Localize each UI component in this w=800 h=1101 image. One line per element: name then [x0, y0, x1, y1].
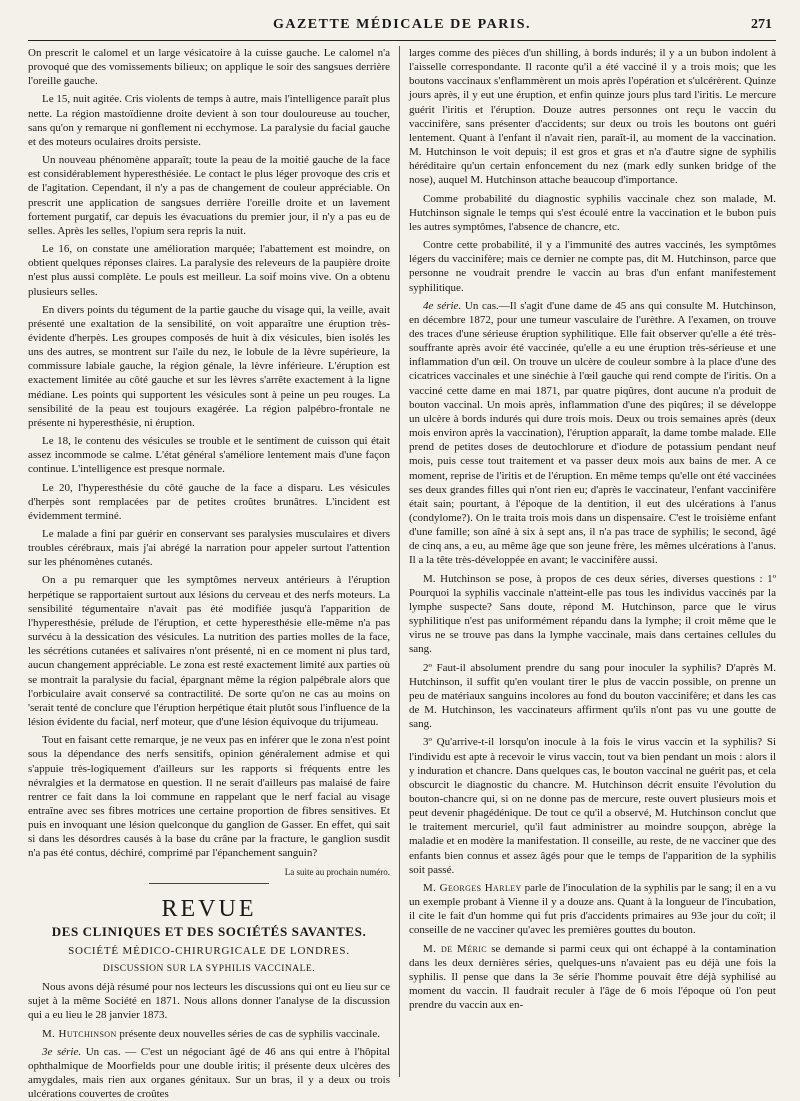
- paragraph: Comme probabilité du diagnostic syphilis vaccinale chez son malade, M. Hutchinson signale le temps qui s'est écoulé entre la vaccination et le bubon puis les autres symptômes, l'absence de chancre, etc.: [409, 192, 776, 233]
- paragraph: Le 15, nuit agitée. Cris violents de temps à autre, mais l'intelligence paraît plus nette. La région mastoïdienne droite devient à son tour douloureuse au toucher, sans qu'on y remarque ni gonflement ni ecchymose. La paralysie du facial gauche et des moteurs oculaires droits persiste.: [28, 93, 390, 148]
- paragraph-text: Un cas. — C'est un négociant âgé de 46 ans qui entre à l'hôpital ophthalmique de Moorfields pour une double iritis; il présente deux ulcères des amygdales, mais rien aux organes génitaux. Sur un bras, il y a deux ou trois ulcérations couvertes de croûtes: [28, 1045, 390, 1101]
- running-title: GAZETTE MÉDICALE DE PARIS.: [272, 17, 532, 32]
- paragraph: 2º Faut-il absolument prendre du sang pour inoculer la syphilis? D'après M. Hutchinson, il suffit qu'en voulant tirer le plus de vaccin possible, on prenne un peu de matériaux sanguins incolores au fond du bouton vaccinifère; et dans les cas de M. Hutchinson, les vaccinateurs affirment qu'ils n'ont pas vu une goutte de sang.: [409, 661, 776, 731]
- left-column: [28, 46, 390, 1101]
- page-number: 271: [751, 17, 772, 32]
- paragraph: Un nouveau phénomène apparaît; toute la peau de la moitié gauche de la face est considérablement hyperesthésiée. Le contact le plus léger provoque des cris et de l'agitation. Cependant, il n'y a pas de changement de couleur appréciable. On prescrit une application de sangsues derrière l'oreille droite et un lavement fortement purgatif, car depuis les évacuations du premier jour, il n'y a pas eu de selles. Après les selles, l'opium sera repris la nuit.: [28, 154, 390, 237]
- continuation-note: La suite au prochain numéro.: [284, 866, 390, 877]
- paragraph-text: présente deux nouvelles séries de cas de syphilis vaccinale.: [116, 1027, 380, 1040]
- column-divider: [399, 46, 400, 1077]
- speaker-name: M. Hutchinson: [42, 1027, 117, 1040]
- speaker-name: M. de Méric: [423, 942, 488, 955]
- paragraph: [409, 299, 776, 568]
- paragraph: En divers points du tégument de la partie gauche du visage qui, la veille, avait présenté une exaltation de la sensibilité, on voit apparaître une éruption très-évidente d'herpès. Les groupes composés de huit à dix vésicules, bien isolés les uns des autres, se montrent sur l'aile du nez, le lobule de la lèvre supérieure, la commissure labiale gauche, la région génale, la lèvre inférieure. L'éruption est exactement limitée au côté gauche et sur les lèvres s'arrête exactement à la ligne médiane. Les points qui supportent les vésicules sont à peine un peu rouges. La sensibilité de la peau est toujours exagérée. La région palpébro-frontale ne présente ni hyperesthésie, ni éruption.: [28, 303, 390, 429]
- paragraph: Contre cette probabilité, il y a l'immunité des autres vaccinés, les symptômes légers du vaccinifère; mais ce dernier ne compte pas, dit M. Hutchinson, parce que personne ne voudrait prendre le vaccin au bras d'un enfant manifestement syphilitique.: [409, 239, 776, 294]
- paragraph: larges comme des pièces d'un shilling, à bords indurés; il y a un bubon indolent à l'aisselle correspondante. Il raconte qu'il a été vacciné il y a trois mois; que les boutons vaccinaux s'enflammèrent un mois après l'opération et s'ulcérèrent. Quinze jours après, il y eut une éruption, et enfin quinze jours plus tard l'iritis. Le mercure guérit l'iritis et l'éruption. Douze autres personnes ont reçu le vaccin du vaccinifère, sans présenter d'accidents; sur deux ou trois les boutons ont guéri lentement. Quant à l'enfant il n'avait rien, paraît-il, au moment de la vaccination. M. Hutchinson le voit depuis; il est gros et gras et n'a d'autre signe de syphilis héréditaire qu'un certain enfoncement du nez (mark edly sunken bridge of the nose), auquel M. Hutchinson attache beaucoup d'importance.: [409, 47, 776, 187]
- paragraph: Le 20, l'hyperesthésie du côté gauche de la face a disparu. Les vésicules d'herpès sont remplacées par de petites croûtes brunâtres. L'incident est évidemment terminé.: [28, 481, 390, 522]
- paragraph: [28, 1045, 390, 1101]
- paragraph-text: se demande si parmi ceux qui ont échappé à la contamination dans les deux dernières séries, quelques-uns n'avaient pas eu déjà une fois la syphilis. Il pense que dans la 3e série l'homme pouvait être déjà syphilisé au moment du vaccin. Il faudrait reculer à l'âge de 6 mois l'époque où l'on peut prendre du vaccin aux en-: [409, 942, 776, 1012]
- paragraph: 3º Qu'arrive-t-il lorsqu'on inocule à la fois le virus vaccin et la syphilis? Si l'individu est apte à recevoir le virus vaccin, tout va bien pendant un mois : alors il y induration et chancre. Dans quelques cas, le bouton vaccinal ne guérit pas, et cela obscurcit le diagnostic du chancre. M. Hutchinson décrit ensuite l'évolution du bouton-chancre qui, si on ne donne pas de mercure, reste ouvert plusieurs mois et peut devenir phagédénique. De tout ce qu'il a observé, M. Hutchinson conclut que le traitement mercuriel, qu'il faut administrer au moindre soupçon, abrège la maladie et en modère la manifestation. Il conseille, au reste, de ne vacciner que des enfants bien connus et assez âgés pour que le temps de l'apparition de la syphilis soit passé.: [409, 736, 776, 876]
- series-label: 4e série.: [423, 299, 462, 312]
- page-header: [28, 14, 776, 41]
- paragraph: Le 16, on constate une amélioration marquée; l'abattement est moindre, on obtient quelques réponses claires. La paralysie des releveurs de la paupière droite n'est plus aussi complète. Le pouls est meilleur. La soif moins vive. On a obtenu plusieurs selles.: [28, 243, 390, 298]
- paragraph: Nous avons déjà résumé pour nos lecteurs les discussions qui ont eu lieu sur ce sujet à la même Société en 1871. Nous allons donner l'analyse de la discussion qui a eu lieu le 28 janvier 1873.: [28, 981, 390, 1022]
- speaker-name: M. Georges Harley: [423, 881, 522, 894]
- section-rule: [149, 883, 269, 884]
- paragraph: Tout en faisant cette remarque, je ne veux pas en inférer que le zona n'est point sous la dépendance des nerfs sensitifs, opinion généralement admise et qui s'appuie très-logiquement d'ailleurs sur les rapports si fréquents entre les névralgies et la dermatose en question. Il ne serait d'ailleurs pas malaisé de faire rentrer ce fait dans la loi commune en rappelant que le nerf facial au visage entraîne avec ses fibres motrices une certaine proportion de fibres sensitives. Et puis en invoquant une lésion quelconque du ganglion de Gasser. En effet, qui sait si dans les désordres causés à la base du crâne par la fracture, le ganglion susdit n'a pas été contus, déchiré, comprimé par l'épanchement sanguin?: [28, 734, 390, 860]
- paragraph: Le malade a fini par guérir en conservant ses paralysies musculaires et divers troubles cérébraux, mais j'ai abrégé la narration pour appeler surtout l'attention sur les phénomènes cutanés.: [28, 528, 390, 569]
- paragraph: [409, 881, 776, 938]
- paragraph: [28, 1027, 390, 1041]
- paragraph: On a pu remarquer que les symptômes nerveux antérieurs à l'éruption herpétique se rapportaient surtout aux lésions du cerveau et des nerfs moteurs. La sensibilité tégumentaire n'avait pas été modifiée jusqu'à l'apparition de l'hyperesthésie, prélude de l'éruption, et cette hyperesthésie elle-même n'a pas survécu à la dessication des vésicules. La nutrition des parties molles de la face, les sécrétions cutanées et salivaires n'ont présenté, ni en ce moment ni plus tard, aucun changement appréciable. Le zona est resté exactement limité aux parties où se montrait la paralysie du facial, épargnant même la région palpébrale alors que l'orbiculaire avait conservé sa contractilité. De sorte qu'on ne cas au moins on 'serait tenté de conclure que l'éruption herpétique était plutôt sous l'influence de la lésion évidente du facial, nerf moteur, que d'une lésion équivoque du trijumeau.: [28, 574, 390, 729]
- section-subtitle: DES CLINIQUES ET DES SOCIÉTÉS SAVANTES.: [51, 923, 367, 939]
- series-label: 3e série.: [42, 1045, 82, 1058]
- paragraph-text: parle de l'inoculation de la syphilis par le sang; il en a vu un exemple probant à Vienne il y a douze ans. Quant à la longueur de l'incubation, il cite le fait d'un homme qui fut pris d'accidents primaires au 93e jour du coït; il conseille de ne vacciner qu'avec les premières gouttes du bouton.: [409, 881, 776, 937]
- section-title: REVUE: [161, 895, 257, 922]
- right-column: [409, 46, 776, 1077]
- paragraph: M. Hutchinson se pose, à propos de ces deux séries, diverses questions : 1º Pourquoi la syphilis vaccinale n'atteint-elle pas tous les individus vaccinés par la lymphe suspecte? Sans doute, répond M. Hutchinson, parce que le virus syphilitique n'est pas uniformément répandu dans la lymphe; il croit même que le virus ne se trouve pas dans la lymphe vaccinale, mais dans certaines cellules du sang.: [409, 572, 776, 656]
- paragraph: [409, 942, 776, 1013]
- discussion-heading: DISCUSSION SUR LA SYPHILIS VACCINALE.: [102, 963, 316, 974]
- paragraph: On prescrit le calomel et un large vésicatoire à la cuisse gauche. Le calomel n'a provoqué que des vomissements bilieux; on applique le soir des sangsues derrière l'oreille gauche.: [28, 47, 390, 88]
- society-heading: SOCIÉTÉ MÉDICO-CHIRURGICALE DE LONDRES.: [68, 944, 350, 957]
- paragraph-text: Un cas.—Il s'agit d'une dame de 45 ans qui consulte M. Hutchinson, en décembre 1872, pour une tumeur vasculaire de l'urèthre. A l'examen, on trouve des traces d'une sérieuse éruption syphilitique. Elle fait observer qu'elle a été très-souffrante après avoir été vaccinée, qu'elle a eu une éruption très-sérieuse et une inflammation d'un œil. On trouve un ulcère de couleur sombre à la place d'une des cicatrices vaccinales et une sinéchie à l'œil gauche qui rend compte de l'iritis. On a vacciné cette dame en mai 1871, par quatre piqûres, dont aucune n'a produit de bouton vaccinal. Un mois après, inflammation d'une des piqûres; il se développe un ulcère à bords indurés qui dure trois mois. Deux ou trois semaines après (deux mois environ après la vaccination), l'éruption apparaît, la dame tombe malade. Elle prend de petites doses de deutochlorure et d'iodure de potassium pendant neuf mois, puis cesse tout traitement et va passer deux mois aux bains de mer. A ce moment, reprise de l'iritis et de l'éruption. En même temps qu'elle ont été vaccinées ses deux grandes filles qui n'ont rien eu; d'après le vaccinateur, l'enfant vaccinifère était sain; pourtant, à l'époque de la dentition, il eut des ulcérations à l'anus (condylome?). On le traita trois mois dans un dispensaire. C'est le troisième enfant d'une famille; son aîné à six à sept ans, il n'a pas trace de syphilis; le second, âgé de cinq ans, a eu, au même âge que son jeune frère, les mêmes ulcérations à l'anus. Il a la tête très-développée en avant; le vaccinifère aussi.: [409, 299, 776, 567]
- paragraph: Le 18, le contenu des vésicules se trouble et le sentiment de cuisson qui était assez incommode se calme. L'état général s'améliore lentement mais d'une façon continue. L'intelligence est presque normale.: [28, 435, 390, 476]
